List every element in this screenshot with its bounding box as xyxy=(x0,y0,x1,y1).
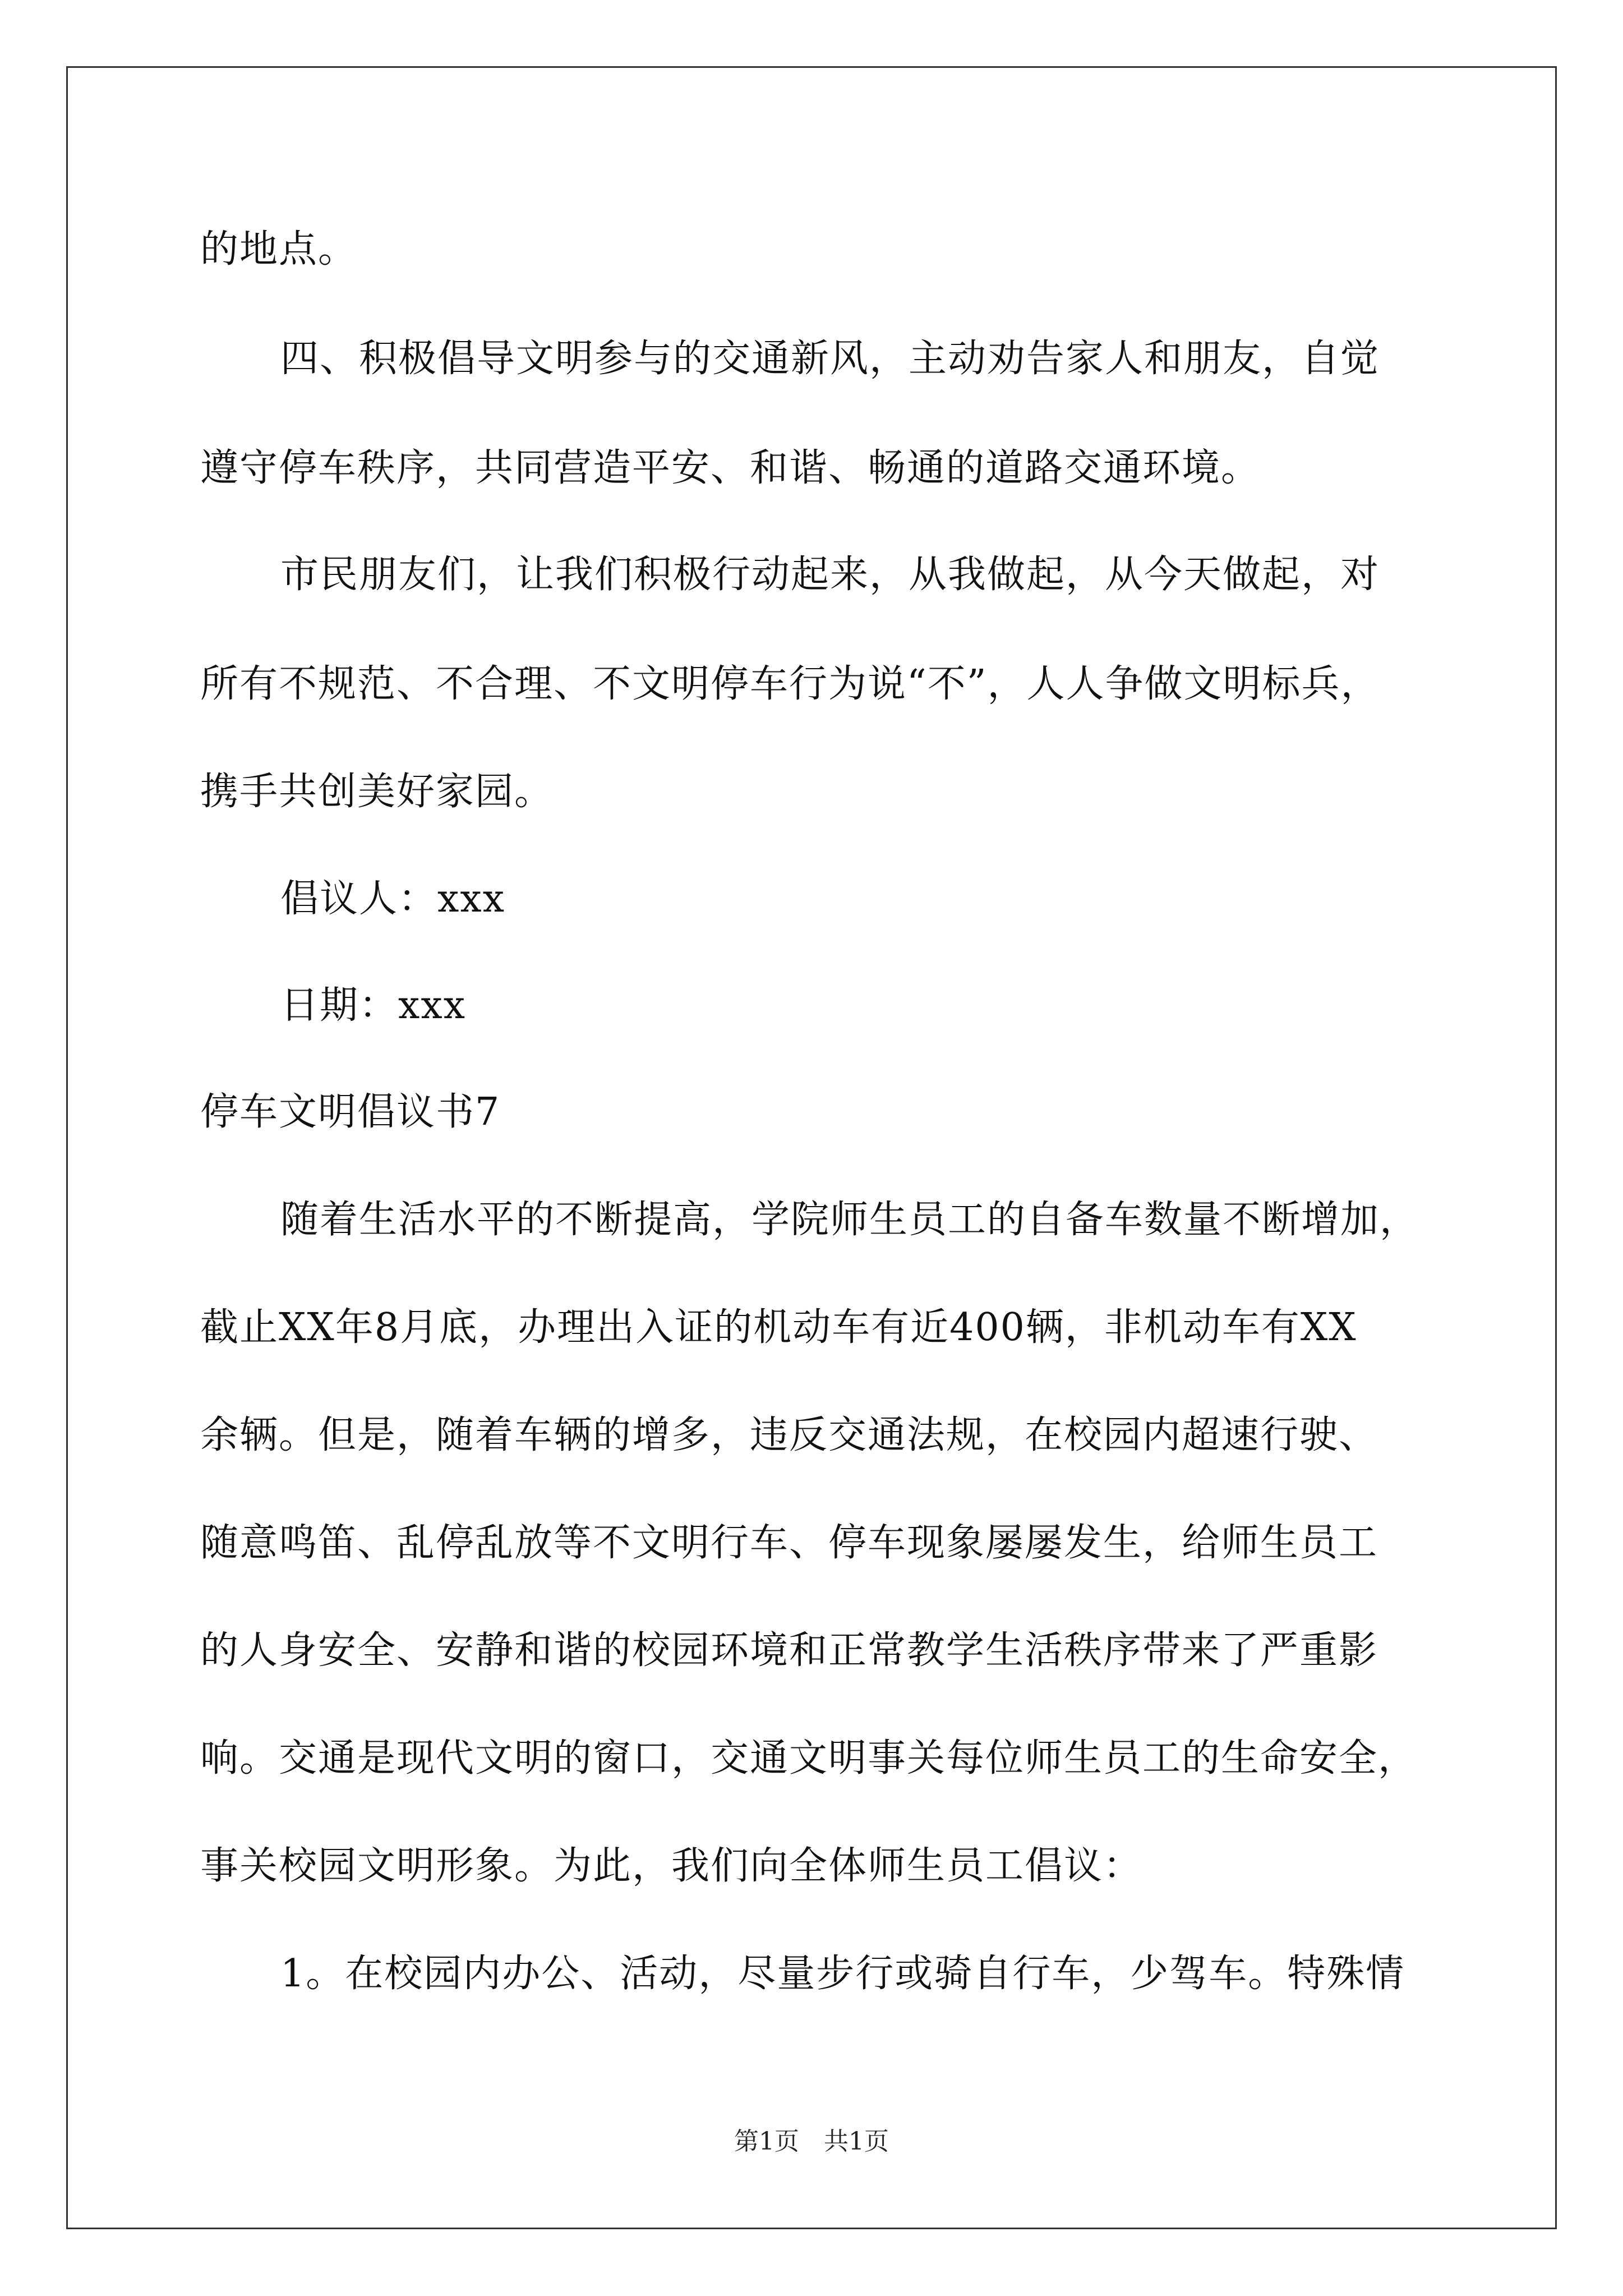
page-frame xyxy=(66,66,1557,2229)
body-line: 响。交通是现代文明的窗口，交通文明事关每位师生员工的生命安全， xyxy=(200,1736,1418,1780)
body-line: 事关校园文明形象。为此，我们向全体师生员工倡议： xyxy=(200,1844,1143,1888)
body-line: 的人身安全、安静和谐的校园环境和正常教学生活秩序带来了严重影 xyxy=(200,1628,1378,1673)
body-line: 1。在校园内办公、活动，尽量步行或骑自行车，少驾车。特殊情 xyxy=(280,1952,1405,1996)
body-line: 遵守停车秩序，共同营造平安、和谐、畅通的道路交通环境。 xyxy=(200,446,1261,490)
section-heading: 停车文明倡议书7 xyxy=(200,1090,501,1134)
body-line: 携手共创美好家园。 xyxy=(200,770,554,814)
body-line: 所有不规范、不合理、不文明停车行为说“不”，人人争做文明标兵， xyxy=(200,662,1380,706)
body-line: 截止XX年8月底，办理出入证的机动车有近400辆，非机动车有XX xyxy=(200,1305,1357,1350)
body-line: 随着生活水平的不断提高，学院师生员工的自备车数量不断增加， xyxy=(280,1198,1419,1242)
date-line: 日期：xxx xyxy=(280,983,467,1028)
body-line: 随意鸣笛、乱停乱放等不文明行车、停车现象屡屡发生，给师生员工 xyxy=(200,1521,1378,1565)
body-line: 市民朋友们，让我们积极行动起来，从我做起，从今天做起，对 xyxy=(280,553,1380,597)
body-line: 四、积极倡导文明参与的交通新风，主动劝告家人和朋友，自觉 xyxy=(280,337,1380,381)
page-number: 第1页 共1页 xyxy=(734,2127,889,2156)
body-line: 的地点。 xyxy=(200,227,358,272)
signatory-line: 倡议人：xxx xyxy=(280,877,506,921)
body-line: 余辆。但是，随着车辆的增多，违反交通法规，在校园内超速行驶、 xyxy=(200,1413,1378,1457)
